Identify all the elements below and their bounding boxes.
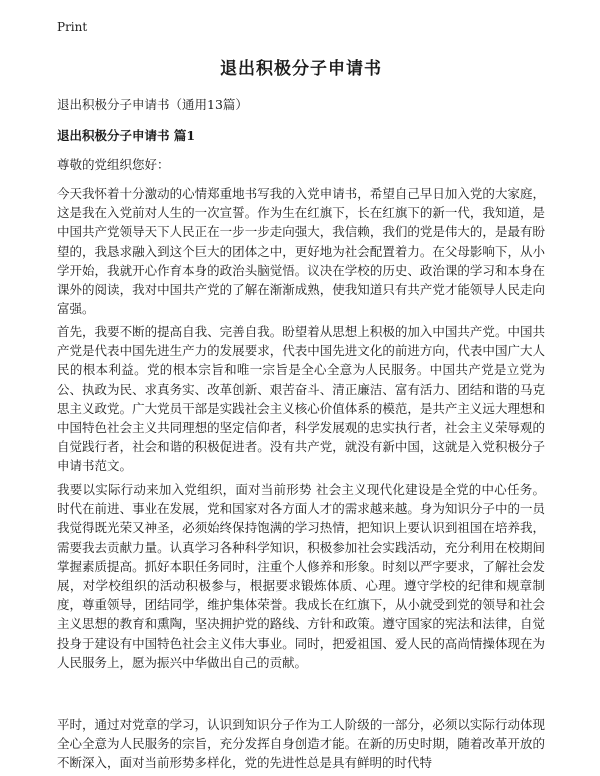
paragraph: 首先，我要不断的提高自我、完善自我。盼望着从思想上积极的加入中国共产党。中国共产党是代表中国先进生产力的发展要求，代表中国先进文化的前进方向，代表中国广大人民的根本利益。党的根本宗旨和唯一宗旨是全心全意为人民服务。中国共产党是立党为公、执政为民、求真务实、改革创新、艰苦奋斗、清正廉洁、富有活力、团结和谐的马克思主义政党。广大党员干部是实践社会主义核心价值体系的模范，是共产主义远大理想和中国特色社会主义共同理想的坚定信仰者，科学发展观的忠实执行者，社会主义荣辱观的自觉践行者，社会和谐的积极促进者。没有共产党，就没有新中国，这就是入党积极分子申请书范文。: [57, 324, 545, 474]
print-link[interactable]: Print: [57, 20, 88, 34]
paragraph: 平时，通过对党章的学习，认识到知识分子作为工人阶级的一部分，必须以实际行动体现全心全意为人民服务的宗旨，充分发挥自身创造才能。在新的历史时期，随着改革开放的不断深入，面对当前形势多样化，党的先进性总是具有鲜明的时代特: [57, 717, 545, 771]
section-heading: 退出积极分子申请书 篇1: [57, 128, 196, 143]
document-subtitle: 退出积极分子申请书（通用13篇）: [57, 97, 248, 112]
salutation: 尊敬的党组织您好：: [57, 157, 170, 172]
document-title: 退出积极分子申请书: [220, 59, 382, 79]
paragraph: 我要以实际行动来加入党组织，面对当前形势 社会主义现代化建设是全党的中心任务。时代在前进、事业在发展，党和国家对各方面人才的需求越来越。身为知识分子中的一员我觉得既光荣又神圣，必须始终保持饱满的学习热情，把知识上要认识到祖国在培养我，需要我去贡献力量。认真学习各种科学知识，积极参加社会实践活动，充分利用在校期间掌握素质提高。抓好本职任务同时，注重个人修养和形象。时刻以严字要求，了解社会发展，对学校组织的活动积极参与，根据要求锻炼体质、心理。遵守学校的纪律和规章制度，尊重领导，团结同学，维护集体荣誉。我成长在红旗下，从小就受到党的领导和社会主义思想的教育和熏陶，坚决拥护党的路线、方针和政策。遵守国家的宪法和法律，自觉投身于建设有中国特色社会主义伟大事业。同时，把爱祖国、爱人民的高尚情操体现在为人民服务上，愿为振兴中华做出自己的贡献。: [57, 482, 545, 670]
paragraph: 今天我怀着十分激动的心情郑重地书写我的入党申请书，希望自己早日加入党的大家庭，这是我在入党前对人生的一次宣誓。作为生在红旗下，长在红旗下的新一代，我知道，是中国共产党领导天下人民正在一步一步走向强大，我信赖，我们的党是伟大的，是最有盼望的，我恳求融入到这个巨大的团体之中，更好地为社会配置着力。在父母影响下，从小学开始，我就开心作育本身的政治头脑觉悟。议决在学校的历史、政治课的学习和本身在课外的阅读，我对中国共产党的了解在渐渐成熟，使我知道只有共产党才能领导人民走向富强。: [57, 186, 545, 317]
